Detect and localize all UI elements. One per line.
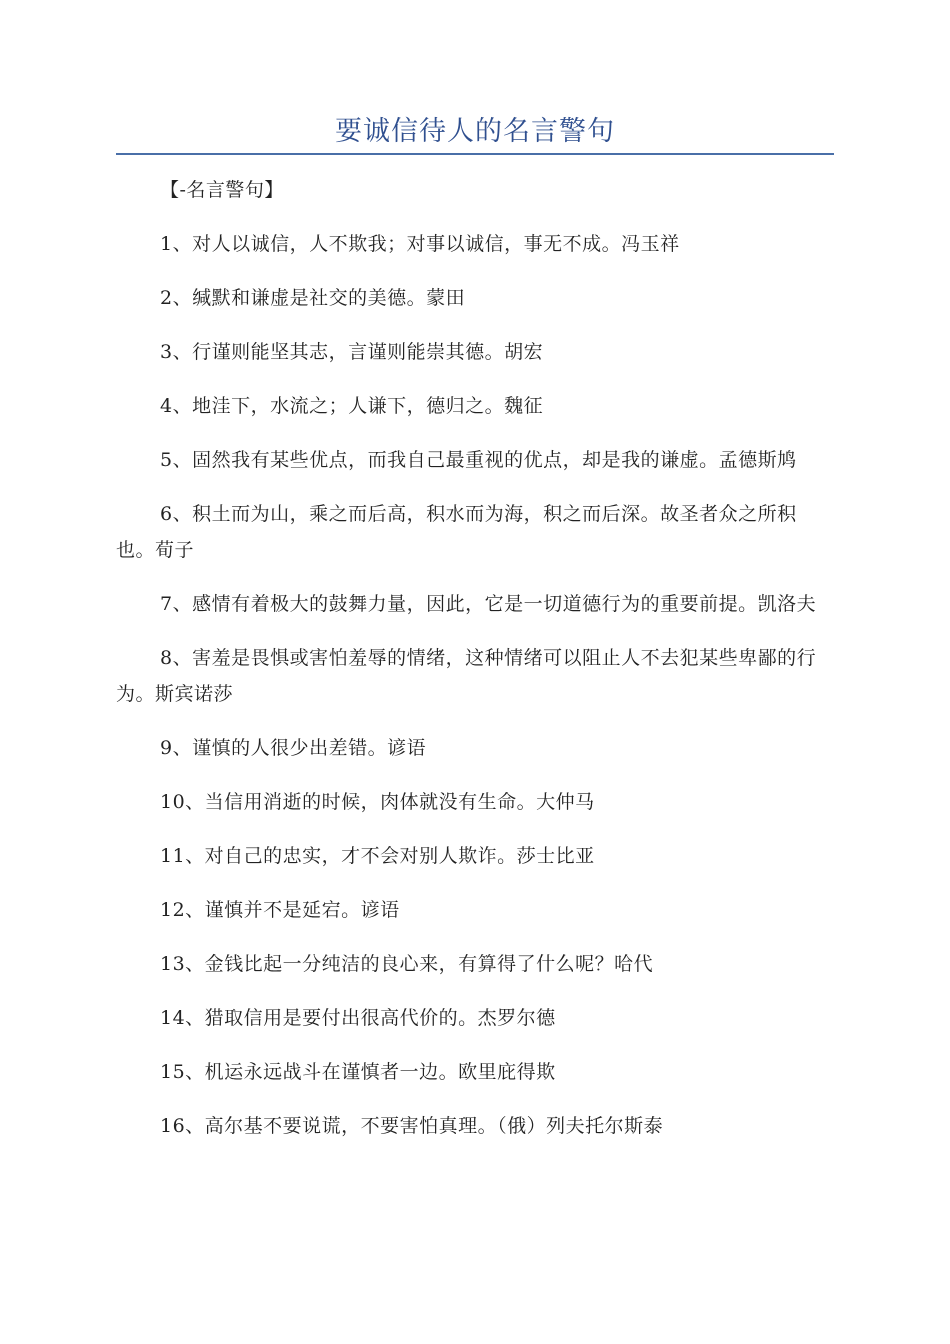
quote-item: 6、积土而为山，乘之而后高，积水而为海，积之而后深。故圣者众之所积也。荀子 — [116, 503, 797, 561]
quote-item: 3、行谨则能坚其志，言谨则能崇其德。胡宏 — [160, 341, 544, 363]
quote-item: 5、固然我有某些优点，而我自己最重视的优点，却是我的谦虚。孟德斯鸠 — [160, 449, 797, 471]
document-title: 要诚信待人的名言警句 — [335, 116, 615, 147]
document-body — [116, 172, 826, 1162]
title-underline — [116, 153, 834, 155]
quote-item: 1、对人以诚信，人不欺我；对事以诚信，事无不成。冯玉祥 — [160, 233, 680, 255]
quote-item: 16、高尔基不要说谎，不要害怕真理。（俄）列夫托尔斯泰 — [160, 1115, 664, 1137]
quote-item: 9、谨慎的人很少出差错。谚语 — [160, 737, 427, 759]
quote-item: 4、地洼下，水流之；人谦下，德归之。魏征 — [160, 395, 544, 417]
quote-item: 14、猎取信用是要付出很高代价的。杰罗尔德 — [160, 1007, 556, 1029]
quote-item: 15、机运永远战斗在谨慎者一边。欧里庇得欺 — [160, 1061, 556, 1083]
quote-item: 2、缄默和谦虚是社交的美德。蒙田 — [160, 287, 466, 309]
quote-item: 12、谨慎并不是延宕。谚语 — [160, 899, 400, 921]
quote-item: 13、金钱比起一分纯洁的良心来，有算得了什么呢？哈代 — [160, 953, 654, 975]
quote-item: 10、当信用消逝的时候，肉体就没有生命。大仲马 — [160, 791, 595, 813]
quote-item: 11、对自己的忠实，才不会对别人欺诈。莎士比亚 — [160, 845, 595, 867]
section-heading: 【-名言警句】 — [160, 179, 284, 201]
quote-item: 7、感情有着极大的鼓舞力量，因此，它是一切道德行为的重要前提。凯洛夫 — [160, 593, 817, 615]
quote-item: 8、害羞是畏惧或害怕羞辱的情绪，这种情绪可以阻止人不去犯某些卑鄙的行为。斯宾诺莎 — [116, 647, 817, 705]
